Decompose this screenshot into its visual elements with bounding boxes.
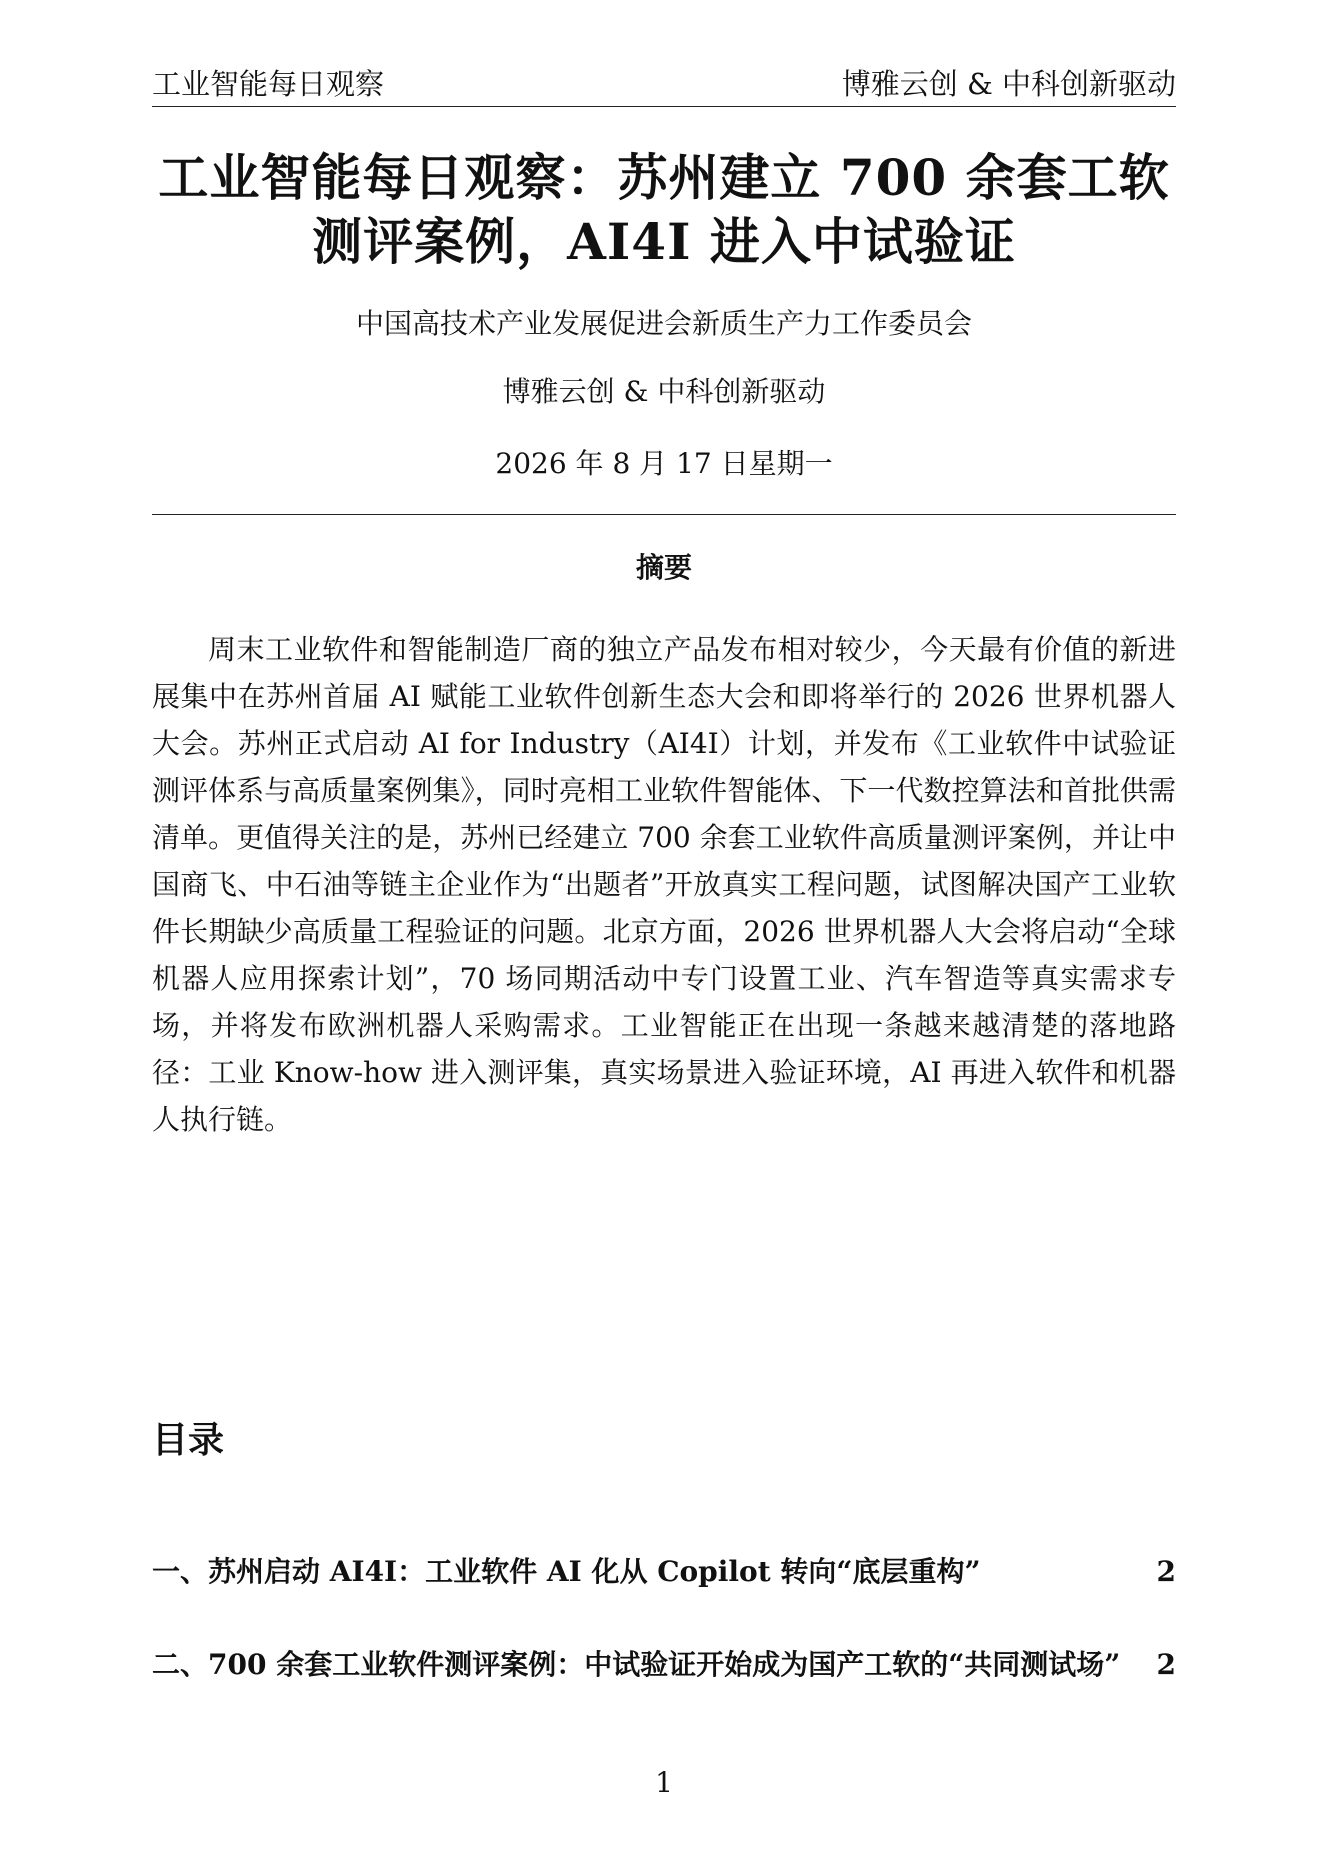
organization: 中国高技术产业发展促进会新质生产力工作委员会	[355, 307, 972, 340]
toc-entry-page: 2	[1156, 1555, 1176, 1588]
header-left-title: 工业智能每日观察	[152, 67, 385, 101]
page-number: 1	[655, 1766, 673, 1799]
toc-entry-text: 二、700 余套工业软件测评案例：中试验证开始成为国产工软的“共同测试场”	[152, 1648, 1121, 1681]
authors: 博雅云创 & 中科创新驱动	[502, 375, 826, 408]
toc-entry-page: 2	[1156, 1648, 1176, 1681]
toc-heading: 目录	[152, 1419, 225, 1461]
toc-entry[interactable]	[152, 1548, 1176, 1596]
toc-entry-text: 一、苏州启动 AI4I：工业软件 AI 化从 Copilot 转向“底层重构”	[152, 1555, 981, 1588]
header-right-authors: 博雅云创 & 中科创新驱动	[841, 67, 1176, 101]
toc-entry[interactable]	[152, 1641, 1176, 1689]
running-header	[152, 62, 1176, 107]
abstract-heading: 摘要	[635, 551, 692, 584]
publication-date: 2026 年 8 月 17 日星期一	[495, 447, 833, 480]
document-page	[152, 0, 1176, 1871]
document-title: 工业智能每日观察：苏州建立 700 余套工软测评案例，AI4I 进入中试验证	[158, 148, 1170, 271]
title-divider	[152, 514, 1176, 515]
abstract-body: 周末工业软件和智能制造厂商的独立产品发布相对较少，今天最有价值的新进展集中在苏州首届 AI 赋能工业软件创新生态大会和即将举行的 2026 世界机器人大会。苏州正式启动 AI for Industry（AI4I）计划，并发布《工业软件中试验证测评体系与高质量案例集》，同时亮相工业软件智能体、下一代数控算法和首批供需清单。更值得关注的是，苏州已经建立 700 余套工业软件高质量测评案例，并让中国商飞、中石油等链主企业作为“出题者”开放真实工程问题，试图解决国产工业软件长期缺少高质量工程验证的问题。北京方面，2026 世界机器人大会将启动“全球机器人应用探索计划”，70 场同期活动中专门设置工业、汽车智造等真实需求专场，并将发布欧洲机器人采购需求。工业智能正在出现一条越来越清楚的落地路径：工业 Know-how 进入测评集，真实场景进入验证环境，AI 再进入软件和机器人执行链。	[152, 633, 1176, 1136]
